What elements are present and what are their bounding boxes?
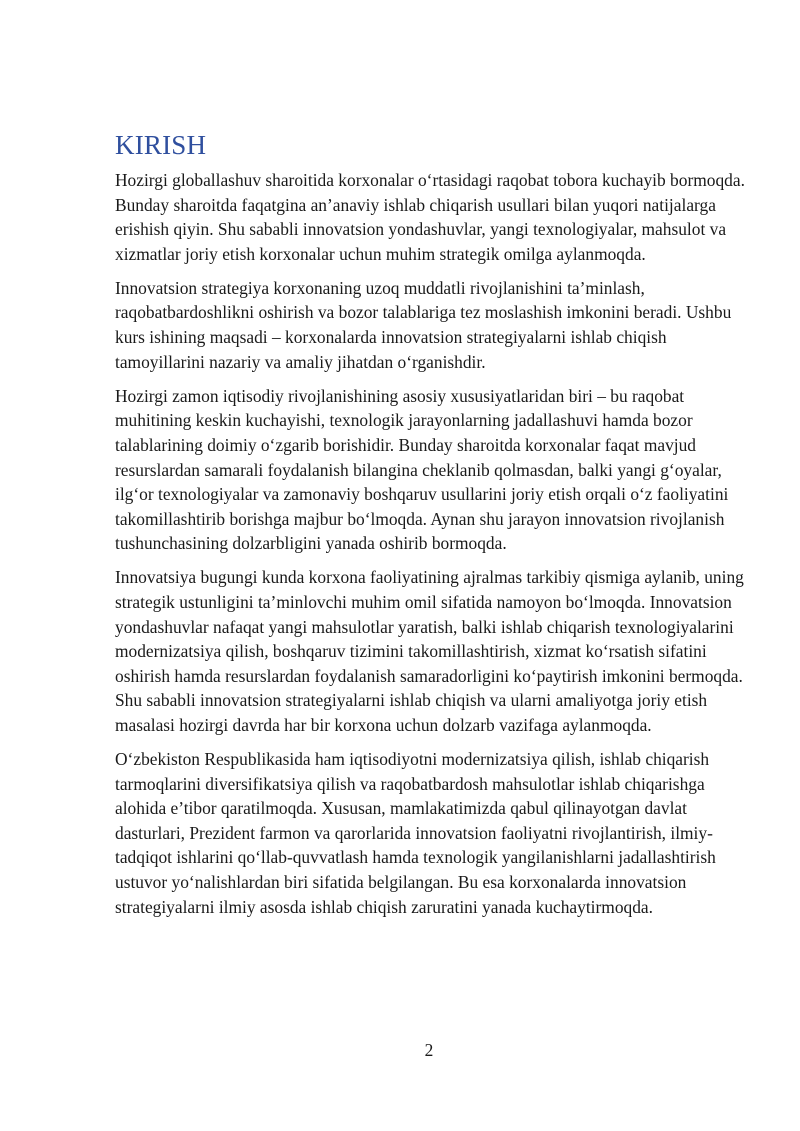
paragraph-2: Innovatsion strategiya korxonaning uzoq muddatli rivojlanishini ta’minlash, raqobatbardoshlikni oshirish va bozor talablariga tez moslashish imkonini beradi. Ushbu kurs ishining maqsadi – korxonalarda innovatsion strategiyalarni ishlab chiqish tamoyillarini nazariy va amaliy jihatdan o‘rganishdir. — [115, 277, 732, 372]
paragraph-4: Innovatsiya bugungi kunda korxona faoliyatining ajralmas tarkibiy qismiga aylanib, uning strategik ustunligini ta’minlovchi muhim omil sifatida namoyon bo‘lmoqda. Innovatsion yondashuvlar nafaqat yangi mahsulotlar yaratish, balki ishlab chiqarish texnologiyalarini modernizatsiya qilish, boshqaruv tizimini takomillashtirish, xizmat ko‘rsatish sifatini oshirish hamda resurslardan foydalanish samaradorligini ko‘paytirish imkonini bermoqda. Shu sababli innovatsion strategiyalarni ishlab chiqish va ularni amaliyotga joriy etish masalasi hozirgi davrda har bir korxona uchun dolzarb vazifaga aylanmoqda. — [115, 567, 744, 735]
paragraph-3: Hozirgi zamon iqtisodiy rivojlanishining asosiy xususiyatlaridan biri – bu raqobat muhitining keskin kuchayishi, texnologik jarayonlarning jadallashuvi hamda bozor talablarining doimiy o‘zgarib borishidir. Bunday sharoitda korxonalar faqat mavjud resurslardan samarali foydalanish bilangina cheklanib qolmasdan, balki yangi g‘oyalar, ilg‘or texnologiyalar va zamonaviy boshqaruv usullarini joriy etish orqali o‘z faoliyatini takomillashtirib borishga majbur bo‘lmoqda. Aynan shu jarayon innovatsion rivojlanish tushunchasining dolzarbligini yanada oshirib bormoqda. — [115, 385, 729, 554]
page-content — [115, 128, 747, 929]
page-number: 2 — [424, 1040, 434, 1060]
paragraph-5: O‘zbekiston Respublikasida ham iqtisodiyotni modernizatsiya qilish, ishlab chiqarish tarmoqlarini diversifikatsiya qilish va raqobatbardosh mahsulotlar ishlab chiqarishga alohida e’tibor qaratilmoqda. Xususan, mamlakatimizda qabul qilinayotgan davlat dasturlari, Prezident farmon va qarorlarida innovatsion faoliyatni rivojlantirish, ilmiy-tadqiqot ishlarini qo‘llab-quvvatlash hamda texnologik yangilanishlarni jadallashtirish ustuvor yo‘nalishlardan biri sifatida belgilangan. Bu esa korxonalarda innovatsion strategiyalarni ilmiy asosda ishlab chiqish zaruratini yanada kuchaytirmoqda. — [115, 749, 716, 917]
paragraph-1: Hozirgi globallashuv sharoitida korxonalar o‘rtasidagi raqobat tobora kuchayib bormoqda. Bunday sharoitda faqatgina an’anaviy ishlab chiqarish usullari bilan yuqori natijalarga erishish qiyin. Shu sababli innovatsion yondashuvlar, yangi texnologiyalar, mahsulot va xizmatlar joriy etish korxonalar uchun muhim strategik omilga aylanmoqda. — [115, 170, 745, 264]
section-heading: KIRISH — [115, 130, 207, 160]
